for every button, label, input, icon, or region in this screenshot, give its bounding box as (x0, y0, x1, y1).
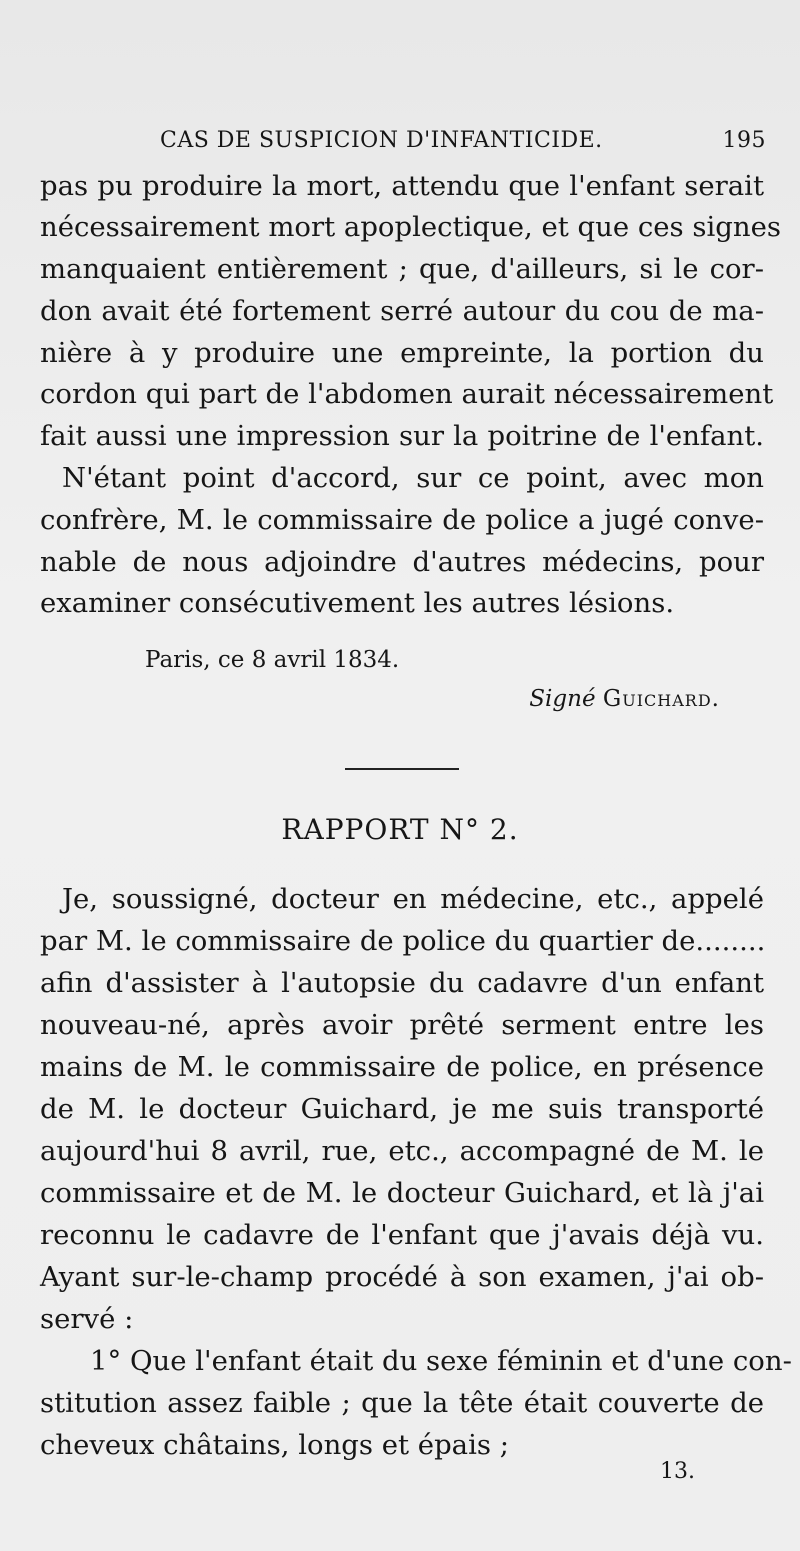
text-line: de M. le docteur Guichard, je me suis transporté (40, 1093, 764, 1125)
running-head-title: CAS DE SUSPICION D'INFANTICIDE. (160, 128, 603, 153)
text-line: nécessairement mort apoplectique, et que ces signes (40, 211, 782, 243)
signature-prefix: Signé (529, 686, 596, 712)
text-line: Je, soussigné, docteur en médecine, etc., appelé (62, 883, 764, 915)
text-line: mains de M. le commissaire de police, en présence (40, 1051, 764, 1083)
text-line: N'étant point d'accord, sur ce point, avec mon (62, 462, 764, 494)
signature (529, 686, 720, 712)
text-line: Ayant sur-le-champ procédé à son examen, j'ai ob- (40, 1261, 764, 1293)
text-line: nouveau-né, après avoir prêté serment entre les (40, 1009, 764, 1041)
text-line: manquaient entièrement ; que, d'ailleurs, si le cor- (40, 253, 764, 285)
section-heading: RAPPORT N° 2. (281, 813, 519, 846)
page-number: 195 (722, 128, 766, 153)
text-line: stitution assez faible ; que la tête était couverte de (40, 1387, 764, 1419)
section-rule (345, 768, 459, 770)
text-line: commissaire et de M. le docteur Guichard, et là j'ai (40, 1177, 764, 1209)
text-line: cordon qui part de l'abdomen aurait nécessairement (40, 378, 774, 410)
text-line: 1° Que l'enfant était du sexe féminin et d'une con- (90, 1345, 792, 1377)
text-line: examiner consécutivement les autres lésions. (40, 587, 675, 619)
text-line: pas pu produire la mort, attendu que l'enfant serait (40, 170, 764, 202)
text-line: aujourd'hui 8 avril, rue, etc., accompagné de M. le (40, 1135, 764, 1167)
text-line: fait aussi une impression sur la poitrine de l'enfant. (40, 420, 764, 452)
text-line: par M. le commissaire de police du quartier de........ (40, 925, 766, 957)
text-line: cheveux châtains, longs et épais ; (40, 1429, 509, 1461)
signature-name: Guichard. (602, 686, 720, 712)
dateline: Paris, ce 8 avril 1834. (145, 647, 400, 673)
signature-mark: 13. (660, 1459, 695, 1484)
text-line: servé : (40, 1303, 134, 1335)
text-line: reconnu le cadavre de l'enfant que j'avais déjà vu. (40, 1219, 764, 1251)
text-line: don avait été fortement serré autour du cou de ma- (40, 295, 764, 327)
text-line: confrère, M. le commissaire de police a jugé conve- (40, 504, 764, 536)
text-line: nable de nous adjoindre d'autres médecins, pour (40, 546, 764, 578)
text-line: nière à y produire une empreinte, la portion du (40, 337, 764, 369)
text-line: afin d'assister à l'autopsie du cadavre d'un enfant (40, 967, 764, 999)
